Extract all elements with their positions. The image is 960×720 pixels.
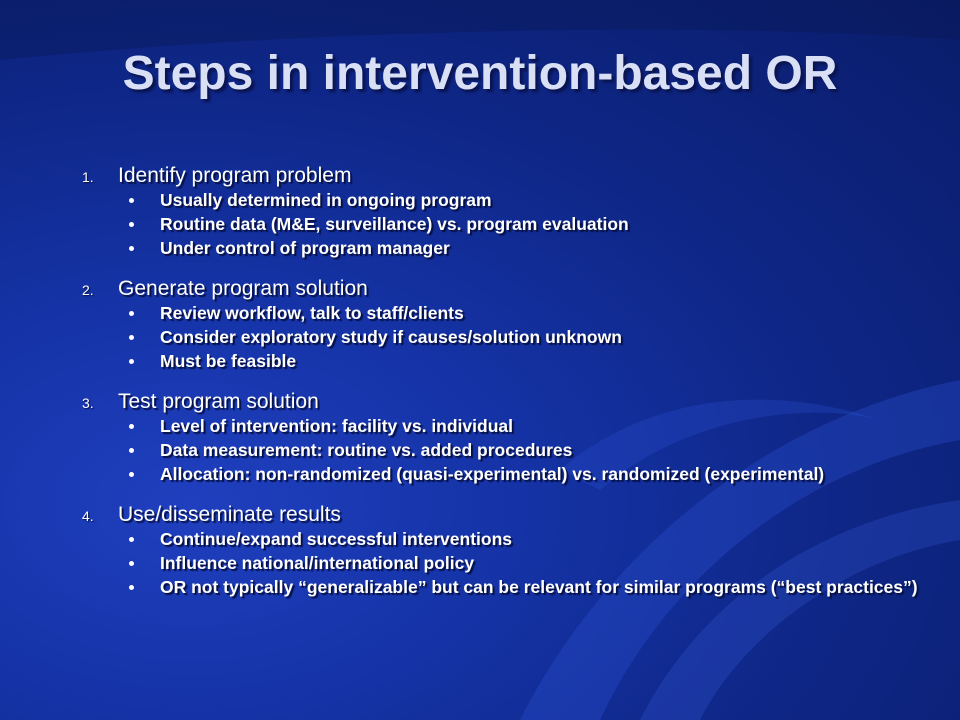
bullet-text: Review workflow, talk to staff/clients: [160, 303, 464, 323]
bullet-item: [129, 440, 942, 460]
bullet-text: Consider exploratory study if causes/solution unknown: [160, 327, 622, 347]
bullet-text: Under control of program manager: [160, 238, 450, 258]
bullet-item: [129, 529, 942, 549]
bullet-item: [129, 238, 942, 258]
step-heading: [82, 503, 942, 527]
step-label: Test program solution: [118, 390, 319, 413]
bullet-item: [129, 553, 942, 573]
bullet-list: [82, 303, 942, 371]
bullet-dot-icon: [129, 246, 134, 251]
step-number: 1.: [82, 169, 94, 185]
bullet-text: Data measurement: routine vs. added procedures: [160, 440, 573, 460]
bullet-item: [129, 190, 942, 210]
bullet-item: [129, 464, 942, 484]
step-item: [82, 390, 942, 484]
step-heading: [82, 277, 942, 301]
bullet-text: Must be feasible: [160, 351, 297, 371]
bullet-item: [129, 214, 942, 234]
step-number: 2.: [82, 282, 94, 298]
bullet-dot-icon: [129, 198, 134, 203]
bullet-dot-icon: [129, 472, 134, 477]
bullet-list: [82, 529, 942, 597]
bullet-dot-icon: [129, 359, 134, 364]
bullet-dot-icon: [129, 311, 134, 316]
bullet-item: [129, 327, 942, 347]
step-item: [82, 164, 942, 258]
step-label: Generate program solution: [118, 277, 368, 300]
bullet-text: Level of intervention: facility vs. individual: [160, 416, 513, 436]
bullet-dot-icon: [129, 537, 134, 542]
step-number: 4.: [82, 508, 94, 524]
step-heading: [82, 164, 942, 188]
bullet-text: Routine data (M&E, surveillance) vs. program evaluation: [160, 214, 629, 234]
bullet-dot-icon: [129, 561, 134, 566]
bullet-item: [129, 351, 942, 371]
step-item: [82, 503, 942, 597]
bullet-dot-icon: [129, 222, 134, 227]
slide-title: Steps in intervention-based OR: [122, 47, 838, 100]
bullet-dot-icon: [129, 585, 134, 590]
bullet-dot-icon: [129, 448, 134, 453]
bullet-text: Continue/expand successful interventions: [160, 529, 513, 549]
bullet-dot-icon: [129, 424, 134, 429]
bullet-text: Usually determined in ongoing program: [160, 190, 492, 210]
bullet-text: Allocation: non-randomized (quasi-experimental) vs. randomized (experimental): [160, 464, 825, 484]
bullet-list: [82, 190, 942, 258]
bullet-item: [129, 577, 942, 597]
bullet-list: [82, 416, 942, 484]
step-item: [82, 277, 942, 371]
step-label: Identify program problem: [118, 164, 352, 187]
step-label: Use/disseminate results: [118, 503, 341, 526]
step-number: 3.: [82, 395, 94, 411]
bullet-item: [129, 303, 942, 323]
step-heading: [82, 390, 942, 414]
bullet-dot-icon: [129, 335, 134, 340]
bullet-item: [129, 416, 942, 436]
slide-content: [82, 164, 942, 616]
bullet-text: Influence national/international policy: [160, 553, 475, 573]
bullet-text: OR not typically “generalizable” but can be relevant for similar programs (“best practices”): [160, 577, 918, 597]
